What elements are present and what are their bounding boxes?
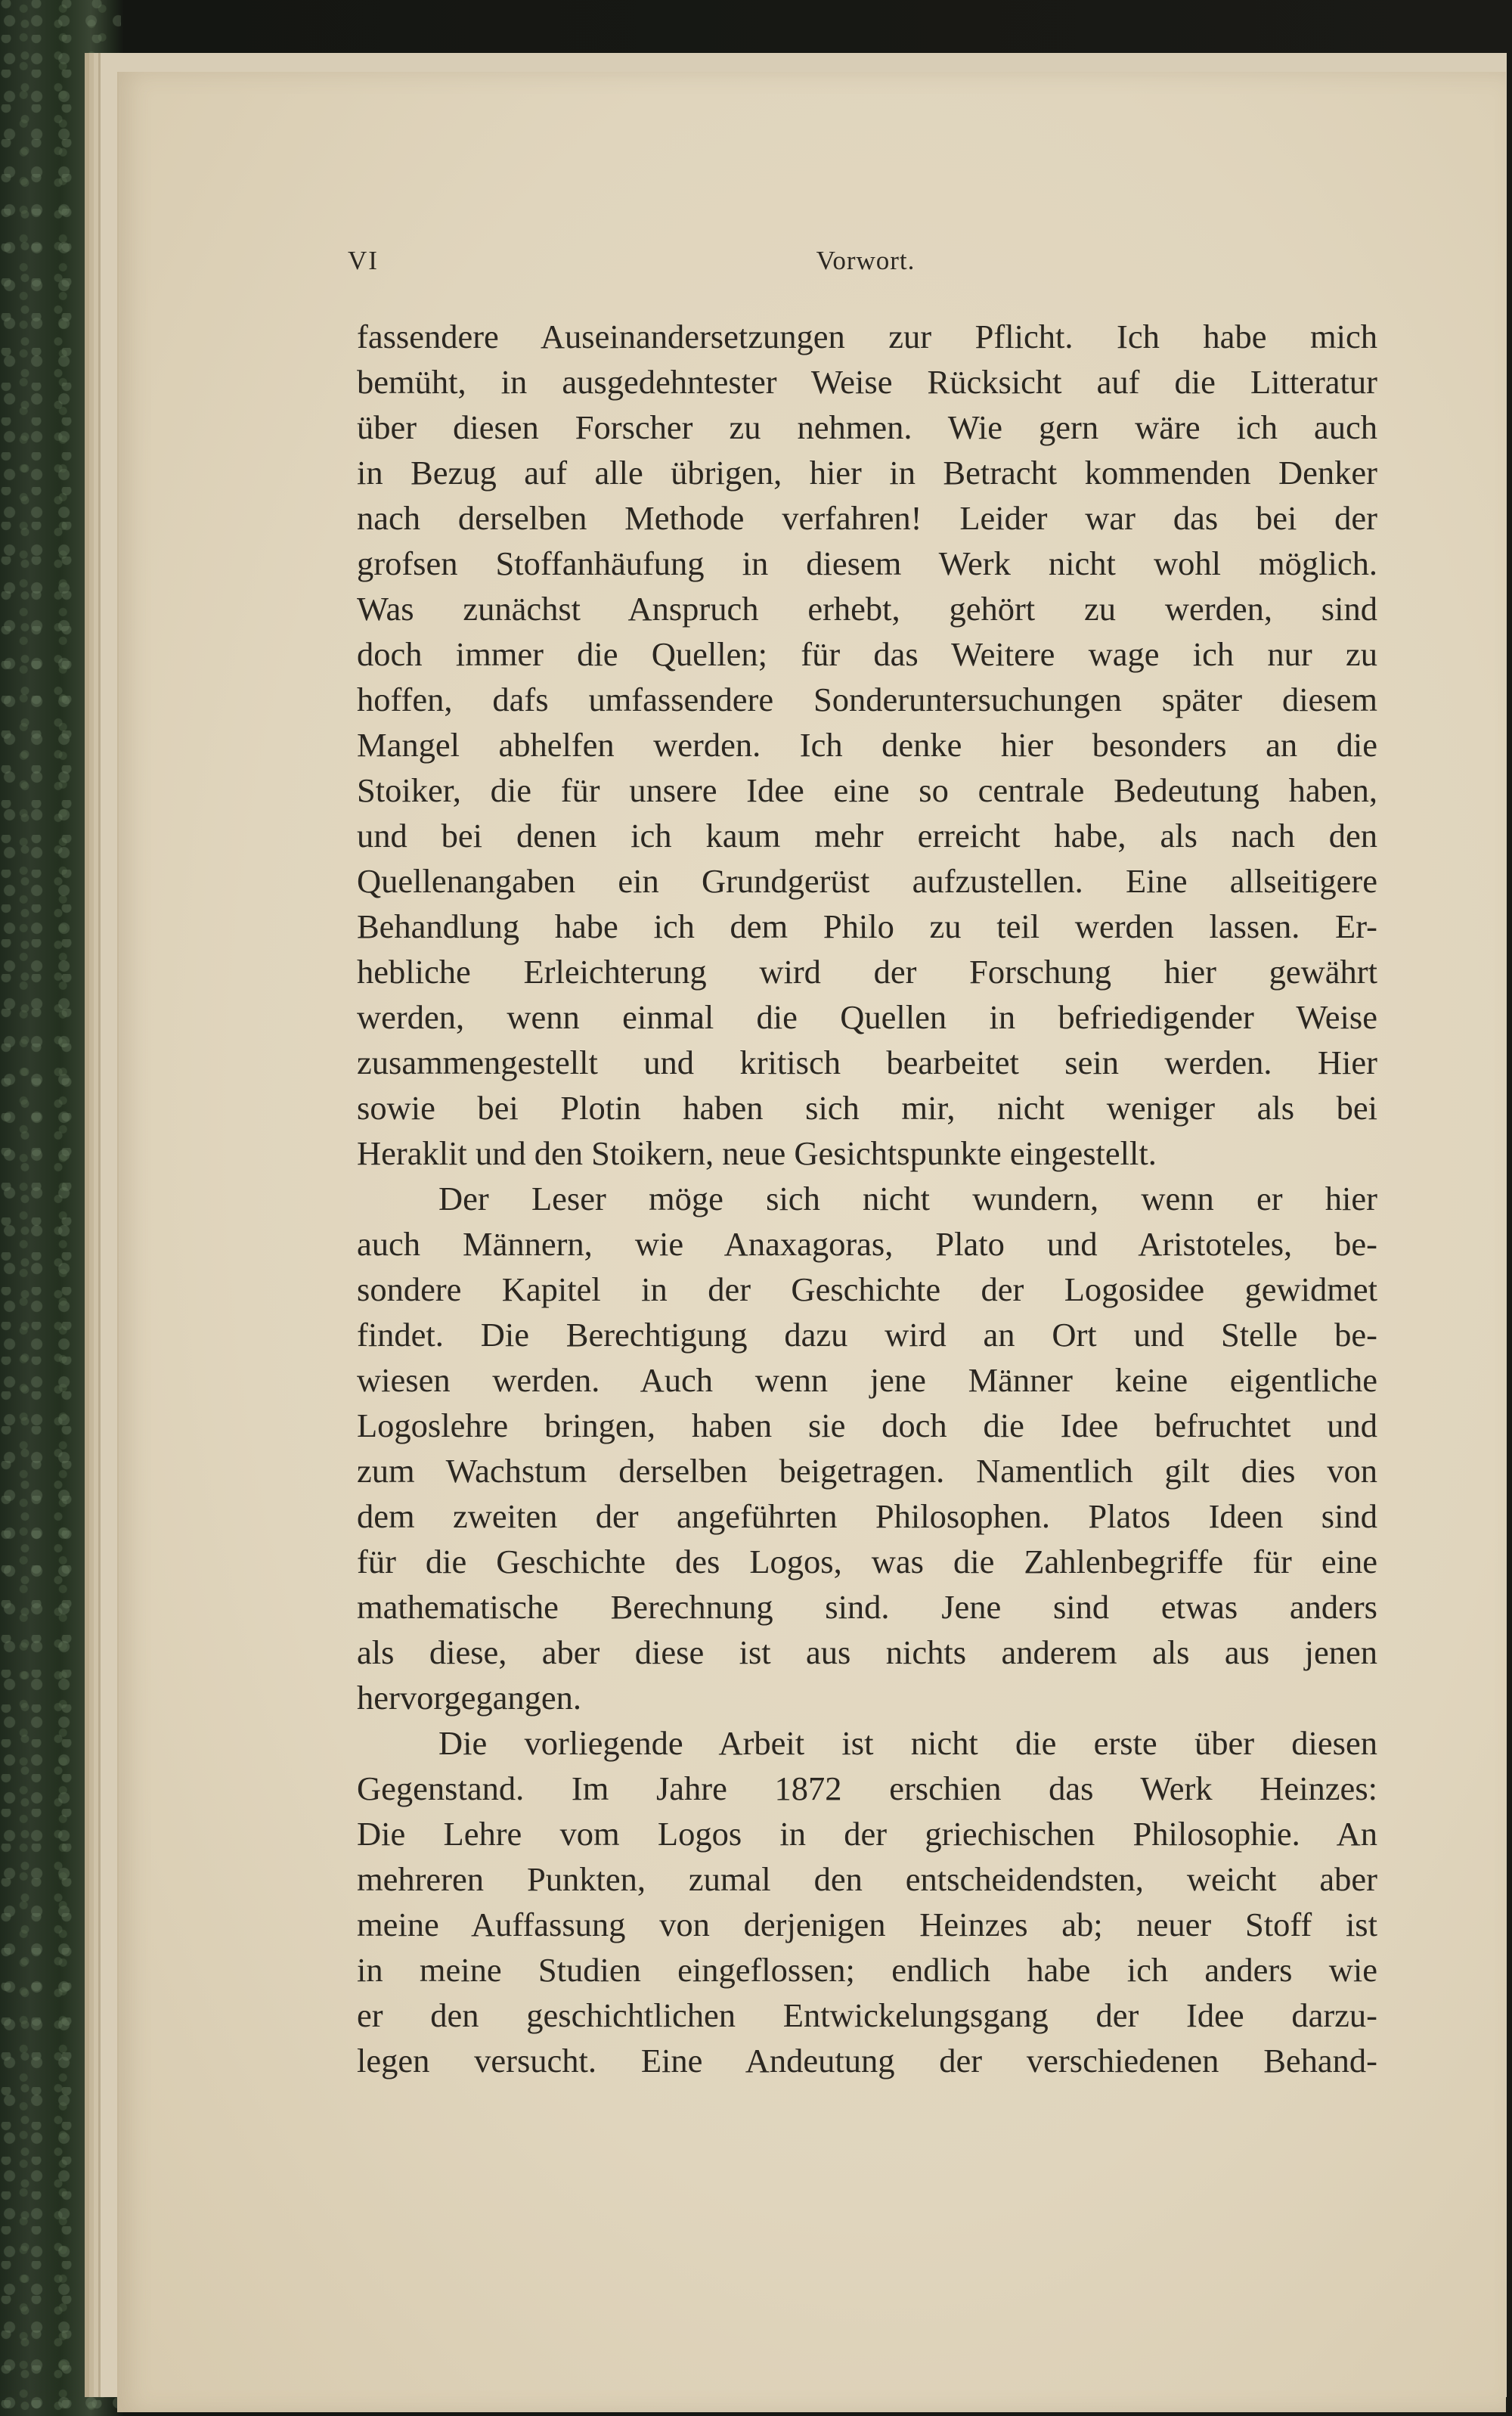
text-line: doch immer die Quellen; für das Weitere wage ich nur zu bbox=[357, 635, 1377, 673]
text-line: werden, wenn einmal die Quellen in befriedigender Weise bbox=[357, 998, 1377, 1036]
text-line: sondere Kapitel in der Geschichte der Logosidee gewidmet bbox=[357, 1270, 1377, 1308]
text-line: zum Wachstum derselben beigetragen. Namentlich gilt dies von bbox=[357, 1452, 1377, 1490]
text-line: er den geschichtlichen Entwickelungsgang der Idee darzu- bbox=[357, 1996, 1377, 2034]
text-line: Stoiker, die für unsere Idee eine so centrale Bedeutung haben, bbox=[357, 771, 1377, 809]
text-line: Die vorliegende Arbeit ist nicht die erste über diesen bbox=[438, 1724, 1377, 1762]
text-line: Gegenstand. Im Jahre 1872 erschien das Werk Heinzes: bbox=[357, 1769, 1377, 1807]
text-line: zusammengestellt und kritisch bearbeitet sein werden. Hier bbox=[357, 1044, 1377, 1081]
text-line: in meine Studien eingeflossen; endlich habe ich anders wie bbox=[357, 1951, 1377, 1989]
text-line: wiesen werden. Auch wenn jene Männer keine eigentliche bbox=[357, 1361, 1377, 1399]
text-line: sowie bei Plotin haben sich mir, nicht weniger als bei bbox=[357, 1089, 1377, 1127]
text-line: auch Männern, wie Anaxagoras, Plato und Aristoteles, be- bbox=[357, 1225, 1377, 1263]
text-line: hervorgegangen. bbox=[357, 1679, 581, 1717]
text-line: dem zweiten der angeführten Philosophen. Platos Ideen sind bbox=[357, 1497, 1377, 1535]
text-line: als diese, aber diese ist aus nichts anderem als aus jenen bbox=[357, 1633, 1377, 1671]
text-line: hoffen, dafs umfassendere Sonderuntersuchungen später diesem bbox=[357, 681, 1377, 718]
text-line: fassendere Auseinandersetzungen zur Pflicht. Ich habe mich bbox=[357, 318, 1377, 355]
text-line: bemüht, in ausgedehntester Weise Rücksicht auf die Litteratur bbox=[357, 363, 1377, 401]
text-line: Quellenangaben ein Grundgerüst aufzustellen. Eine allseitigere bbox=[357, 862, 1377, 900]
text-line: grofsen Stoffanhäufung in diesem Werk nicht wohl möglich. bbox=[357, 544, 1377, 582]
page-number: VI bbox=[348, 246, 379, 275]
text-line: Der Leser möge sich nicht wundern, wenn er hier bbox=[438, 1180, 1377, 1217]
text-line: mehreren Punkten, zumal den entscheidendsten, weicht aber bbox=[357, 1860, 1377, 1898]
text-line: nach derselben Methode verfahren! Leider war das bei der bbox=[357, 499, 1377, 537]
page-header bbox=[348, 246, 1383, 291]
text-line: über diesen Forscher zu nehmen. Wie gern wäre ich auch bbox=[357, 408, 1377, 446]
text-line: meine Auffassung von derjenigen Heinzes ab; neuer Stoff ist bbox=[357, 1906, 1377, 1943]
text-line: und bei denen ich kaum mehr erreicht habe, als nach den bbox=[357, 817, 1377, 854]
text-line: Die Lehre vom Logos in der griechischen Philosophie. An bbox=[357, 1815, 1377, 1853]
text-line: Behandlung habe ich dem Philo zu teil werden lassen. Er- bbox=[357, 907, 1377, 945]
text-line: findet. Die Berechtigung dazu wird an Ort und Stelle be- bbox=[357, 1316, 1377, 1354]
text-line: Heraklit und den Stoikern, neue Gesichtspunkte eingestellt. bbox=[357, 1134, 1157, 1172]
body-text bbox=[357, 314, 1377, 2083]
text-line: legen versucht. Eine Andeutung der verschiedenen Behand- bbox=[357, 2042, 1377, 2079]
text-line: hebliche Erleichterung wird der Forschung hier gewährt bbox=[357, 953, 1377, 991]
text-line: Was zunächst Anspruch erhebt, gehört zu werden, sind bbox=[357, 590, 1377, 628]
text-line: in Bezug auf alle übrigen, hier in Betracht kommenden Denker bbox=[357, 454, 1377, 492]
text-line: Logoslehre bringen, haben sie doch die Idee befruchtet und bbox=[357, 1406, 1377, 1444]
text-line: mathematische Berechnung sind. Jene sind etwas anders bbox=[357, 1588, 1377, 1626]
text-line: für die Geschichte des Logos, was die Zahlenbegriffe für eine bbox=[357, 1543, 1377, 1580]
text-line: Mangel abhelfen werden. Ich denke hier besonders an die bbox=[357, 726, 1377, 764]
running-head: Vorwort. bbox=[816, 246, 916, 275]
